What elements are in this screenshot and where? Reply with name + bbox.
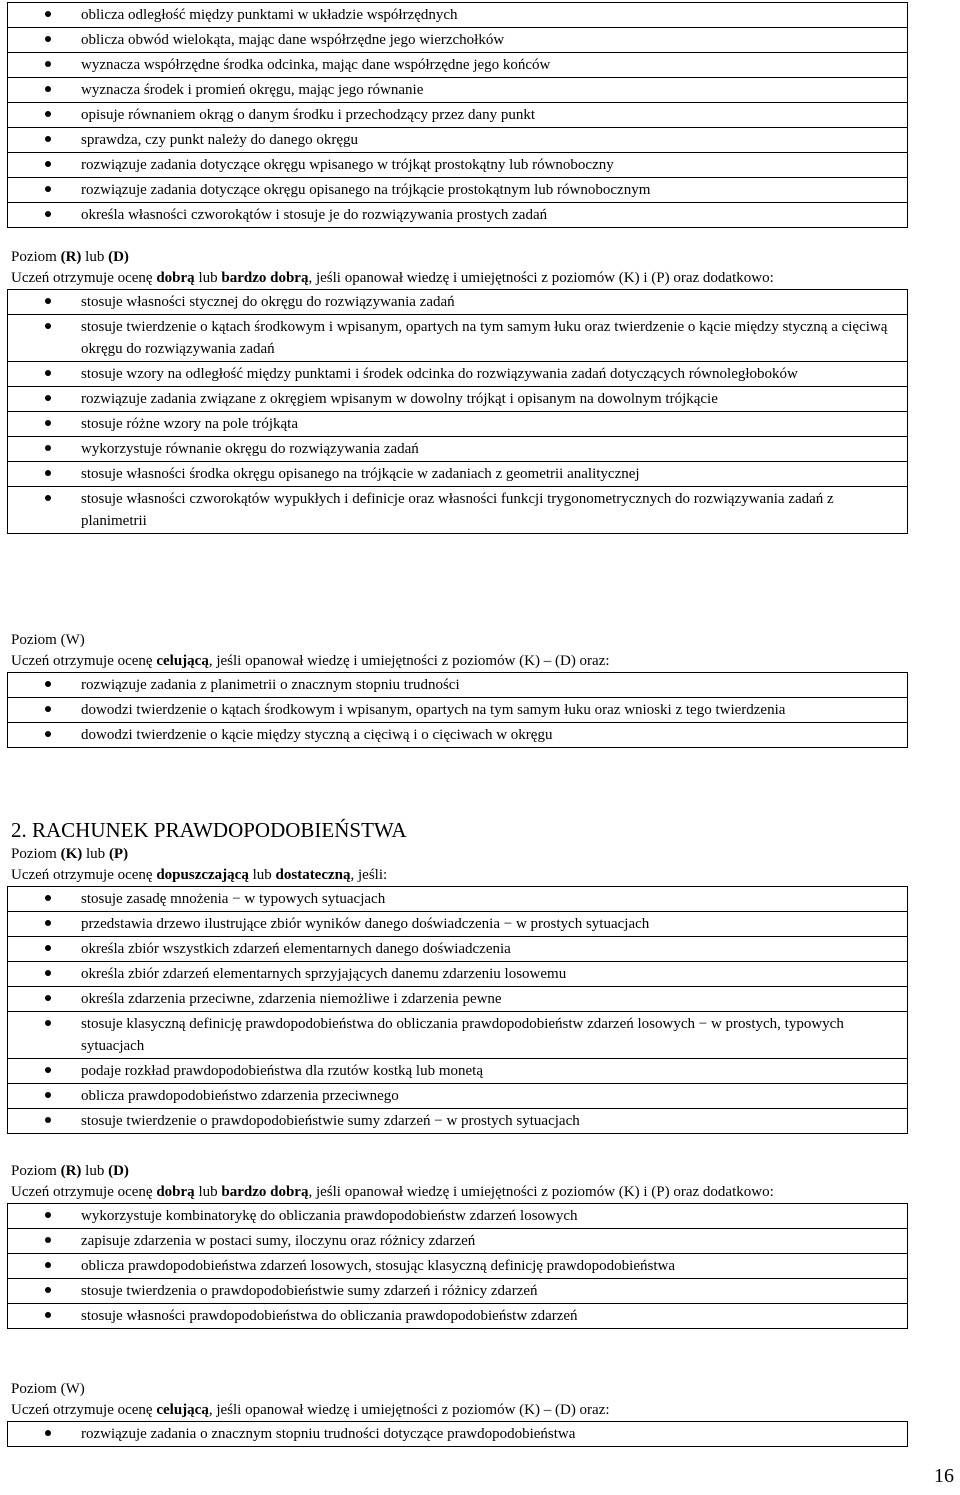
list-item xyxy=(8,698,907,723)
bullet-icon xyxy=(45,1262,51,1268)
list-item xyxy=(8,1204,907,1229)
list-item xyxy=(8,1084,907,1109)
list-item xyxy=(8,28,907,53)
bullet-icon xyxy=(45,370,51,376)
requirements-list xyxy=(7,289,908,534)
level-heading: Poziom (W) xyxy=(11,632,85,648)
bullet-icon xyxy=(45,186,51,192)
bullet-icon xyxy=(45,1212,51,1218)
list-item xyxy=(8,673,907,698)
list-item xyxy=(8,1254,907,1279)
bullet-icon xyxy=(45,1237,51,1243)
list-item-text: określa zdarzenia przeciwne, zdarzenia niemożliwe i zdarzenia pewne xyxy=(81,991,502,1007)
requirements-list xyxy=(7,2,908,228)
list-item-text: wyznacza współrzędne środka odcinka, mając dane współrzędne jego końców xyxy=(81,57,551,73)
level-r-d-block xyxy=(0,247,960,534)
list-item xyxy=(8,203,907,227)
bullet-icon xyxy=(45,111,51,117)
list-item-text: przedstawia drzewo ilustrujące zbiór wyników danego doświadczenia − w prostych sytuacjach xyxy=(81,916,650,932)
list-item-text: opisuje równaniem okrąg o danym środku i przechodzący przez dany punkt xyxy=(81,107,536,123)
list-item xyxy=(8,1422,907,1446)
list-item-text: wykorzystuje równanie okręgu do rozwiązywania zadań xyxy=(81,441,419,457)
list-item xyxy=(8,1279,907,1304)
list-item xyxy=(8,387,907,412)
list-item xyxy=(8,53,907,78)
level-heading: Poziom (W) xyxy=(11,1381,85,1397)
list-item-text: rozwiązuje zadania o znacznym stopniu trudności dotyczące prawdopodobieństwa xyxy=(81,1426,576,1442)
bullet-icon xyxy=(45,470,51,476)
bullet-icon xyxy=(45,1117,51,1123)
list-item-text: wyznacza środek i promień okręgu, mając jego równanie xyxy=(81,82,424,98)
list-item-text: stosuje własności stycznej do okręgu do rozwiązywania zadań xyxy=(81,294,455,310)
list-item-text: dowodzi twierdzenie o kącie między styczną a cięciwą i o cięciwach w okręgu xyxy=(81,727,553,743)
list-item-text: stosuje różne wzory na pole trójkąta xyxy=(81,416,299,432)
list-item xyxy=(8,103,907,128)
list-item-text: określa zbiór zdarzeń elementarnych sprzyjających danemu zdarzeniu losowemu xyxy=(81,966,567,982)
bullet-icon xyxy=(45,1092,51,1098)
list-item-text: oblicza prawdopodobieństwa zdarzeń losowych, stosując klasyczną definicję prawdopodobieństwa xyxy=(81,1258,675,1274)
level-intro: Uczeń otrzymuje ocenę celującą, jeśli opanował wiedzę i umiejętności z poziomów (K) – (D) oraz: xyxy=(11,1402,610,1418)
list-item xyxy=(8,1304,907,1328)
level-heading: Poziom (K) lub (P) xyxy=(11,846,129,862)
page-number: 16 xyxy=(934,1465,954,1487)
section-title: 2. RACHUNEK PRAWDOPODOBIEŃSTWA xyxy=(11,818,407,842)
list-item-text: wykorzystuje kombinatorykę do obliczania prawdopodobieństw zdarzeń losowych xyxy=(81,1208,578,1224)
level-r-d-block-2 xyxy=(0,1161,960,1329)
bullet-icon xyxy=(45,681,51,687)
bullet-icon xyxy=(45,420,51,426)
requirements-list xyxy=(7,1203,908,1329)
list-item xyxy=(8,437,907,462)
list-item xyxy=(8,1012,907,1059)
bullet-icon xyxy=(45,970,51,976)
bullet-icon xyxy=(45,895,51,901)
list-item-text: oblicza odległość między punktami w układzie współrzędnych xyxy=(81,7,458,23)
bullet-icon xyxy=(45,395,51,401)
list-item xyxy=(8,1109,907,1133)
list-item-text: rozwiązuje zadania związane z okręgiem wpisanym w dowolny trójkąt i opisanym na dowolnym trójkącie xyxy=(81,391,718,407)
list-item-text: stosuje zasadę mnożenia − w typowych sytuacjach xyxy=(81,891,386,907)
list-item xyxy=(8,412,907,437)
list-item-text: oblicza obwód wielokąta, mając dane współrzędne jego wierzchołków xyxy=(81,32,505,48)
bullet-icon xyxy=(45,298,51,304)
list-item xyxy=(8,315,907,362)
bullet-icon xyxy=(45,161,51,167)
level-intro: Uczeń otrzymuje ocenę dobrą lub bardzo dobrą, jeśli opanował wiedzę i umiejętności z poziomów (K) i (P) oraz dodatkowo: xyxy=(11,1184,774,1200)
bullet-icon xyxy=(45,445,51,451)
list-item-text: określa własności czworokątów i stosuje je do rozwiązywania prostych zadań xyxy=(81,207,548,223)
level-intro: Uczeń otrzymuje ocenę dopuszczającą lub dostateczną, jeśli: xyxy=(11,867,388,883)
bullet-icon xyxy=(45,945,51,951)
bullet-icon xyxy=(45,86,51,92)
bullet-icon xyxy=(45,706,51,712)
bullet-icon xyxy=(45,731,51,737)
list-item xyxy=(8,962,907,987)
list-item-text: stosuje twierdzenia o prawdopodobieństwie sumy zdarzeń i różnicy zdarzeń xyxy=(81,1283,538,1299)
list-item-text: zapisuje zdarzenia w postaci sumy, iloczynu oraz różnicy zdarzeń xyxy=(81,1233,476,1249)
list-item xyxy=(8,178,907,203)
bullet-icon xyxy=(45,136,51,142)
list-item xyxy=(8,462,907,487)
list-item-text: określa zbiór wszystkich zdarzeń elementarnych danego doświadczenia xyxy=(81,941,511,957)
requirements-list xyxy=(7,1421,908,1447)
list-item-text: rozwiązuje zadania z planimetrii o znacznym stopniu trudności xyxy=(81,677,460,693)
list-item xyxy=(8,290,907,315)
bullet-icon xyxy=(45,495,51,501)
list-item xyxy=(8,1059,907,1084)
list-item xyxy=(8,128,907,153)
list-item xyxy=(8,153,907,178)
list-item-text: sprawdza, czy punkt należy do danego okręgu xyxy=(81,132,358,148)
level-heading: Poziom (R) lub (D) xyxy=(11,249,129,265)
list-item xyxy=(8,912,907,937)
list-item xyxy=(8,487,907,533)
section-probability xyxy=(0,816,960,1134)
bullet-icon xyxy=(45,36,51,42)
level-w-block xyxy=(0,630,960,748)
list-item xyxy=(8,887,907,912)
list-item-text: oblicza prawdopodobieństwo zdarzenia przeciwnego xyxy=(81,1088,399,1104)
bullet-icon xyxy=(45,1020,51,1026)
level-intro: Uczeń otrzymuje ocenę dobrą lub bardzo dobrą, jeśli opanował wiedzę i umiejętności z poziomów (K) i (P) oraz dodatkowo: xyxy=(11,270,774,286)
level-heading: Poziom (R) lub (D) xyxy=(11,1163,129,1179)
list-item-text: stosuje twierdzenie o kątach środkowym i wpisanym, opartych na tym samym łuku oraz twierdzenie o kącie między styczną a cięciwą okręgu do rozwiązywania zadań xyxy=(81,319,888,357)
list-item-text: stosuje wzory na odległość między punktami i środek odcinka do rozwiązywania zadań dotyczących równoległoboków xyxy=(81,366,798,382)
requirements-list xyxy=(7,886,908,1134)
bullet-icon xyxy=(45,61,51,67)
requirements-list xyxy=(7,672,908,748)
bullet-icon xyxy=(45,1287,51,1293)
list-item xyxy=(8,987,907,1012)
list-item-text: stosuje własności czworokątów wypukłych i definicje oraz własności funkcji trygonometrycznych do rozwiązywania zadań z planimetrii xyxy=(81,491,834,529)
list-item-text: stosuje twierdzenie o prawdopodobieństwie sumy zdarzeń − w prostych sytuacjach xyxy=(81,1113,580,1129)
list-item-text: dowodzi twierdzenie o kątach środkowym i wpisanym, opartych na tym samym łuku oraz wnioski z tego twierdzenia xyxy=(81,702,786,718)
level-intro: Uczeń otrzymuje ocenę celującą, jeśli opanował wiedzę i umiejętności z poziomów (K) – (D) oraz: xyxy=(11,653,610,669)
bullet-icon xyxy=(45,11,51,17)
list-item xyxy=(8,1229,907,1254)
list-item-text: stosuje własności środka okręgu opisanego na trójkącie w zadaniach z geometrii analitycznej xyxy=(81,466,640,482)
list-item-text: rozwiązuje zadania dotyczące okręgu wpisanego w trójkąt prostokątny lub równoboczny xyxy=(81,157,614,173)
level-w-block-2 xyxy=(0,1379,960,1447)
bullet-icon xyxy=(45,1312,51,1318)
list-item xyxy=(8,362,907,387)
bullet-icon xyxy=(45,995,51,1001)
list-item xyxy=(8,937,907,962)
bullet-icon xyxy=(45,920,51,926)
list-item-text: stosuje klasyczną definicję prawdopodobieństwa do obliczania prawdopodobieństw zdarzeń losowych − w prostych, typowych sytuacjach xyxy=(81,1016,844,1054)
bullet-icon xyxy=(45,211,51,217)
list-item xyxy=(8,3,907,28)
requirements-block-1 xyxy=(0,2,960,228)
list-item xyxy=(8,723,907,747)
list-item xyxy=(8,78,907,103)
bullet-icon xyxy=(45,1067,51,1073)
bullet-icon xyxy=(45,323,51,329)
list-item-text: stosuje własności prawdopodobieństwa do obliczania prawdopodobieństw zdarzeń xyxy=(81,1308,578,1324)
list-item-text: podaje rozkład prawdopodobieństwa dla rzutów kostką lub monetą xyxy=(81,1063,483,1079)
list-item-text: rozwiązuje zadania dotyczące okręgu opisanego na trójkącie prostokątnym lub równobocznym xyxy=(81,182,651,198)
bullet-icon xyxy=(45,1430,51,1436)
